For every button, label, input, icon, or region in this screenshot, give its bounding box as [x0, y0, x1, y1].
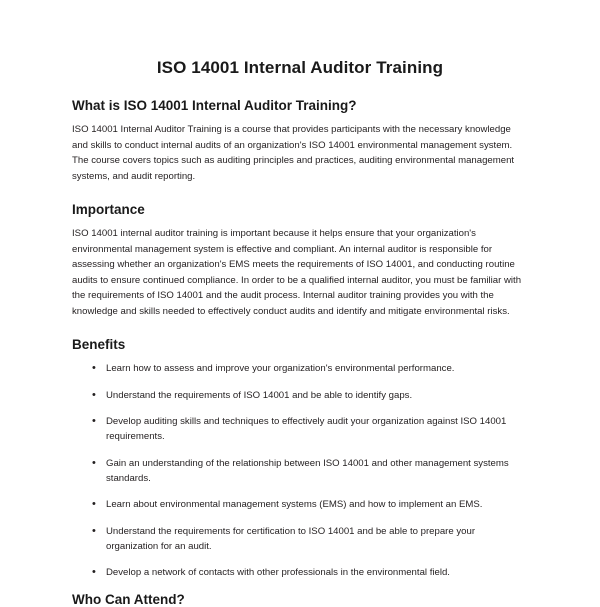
list-item: • Understand the requirements for certification to ISO 14001 and be able to prepare your organization for an audit. [106, 524, 528, 555]
section-heading-what-is: What is ISO 14001 Internal Auditor Training? [72, 98, 357, 113]
section-heading-benefits: Benefits [72, 337, 126, 353]
page-title: ISO 14001 Internal Auditor Training [156, 58, 444, 77]
list-item: • Learn about environmental management systems (EMS) and how to implement an EMS. [106, 497, 528, 512]
list-item: • Develop a network of contacts with other professionals in the environmental field. [106, 565, 528, 580]
list-item: • Learn how to assess and improve your organization's environmental performance. [106, 361, 528, 376]
benefits-list [72, 361, 528, 580]
section-heading-importance: Importance [72, 202, 145, 218]
section-paragraph-importance: ISO 14001 internal auditor training is important because it helps ensure that your organization's environmental management system is effective and compliant. An internal auditor is responsible for assessing whether an organization's EMS meets the requirements of ISO 14001, and conducting routine audits to ensure continued compliance. In order to be a qualified internal auditor, you must be familiar with the requirements of ISO 14001 and the audit process. Internal auditor training provides you with the knowledge and skills needed to effectively conduct audits and identify and mitigate environmental risks. [72, 228, 522, 317]
section-paragraph-what-is: ISO 14001 Internal Auditor Training is a course that provides participants with the necessary knowledge and skills to conduct internal audits of an organization's ISO 14001 environmental management system. The course covers topics such as auditing principles and practices, auditing environmental management systems, and audit reporting. [72, 124, 515, 182]
list-item: • Understand the requirements of ISO 14001 and be able to identify gaps. [106, 388, 528, 403]
section-heading-who-can-attend: Who Can Attend? [72, 591, 185, 607]
list-item: • Develop auditing skills and techniques to effectively audit your organization against ISO 14001 requirements. [106, 414, 528, 445]
list-item: • Gain an understanding of the relationship between ISO 14001 and other management systems standards. [106, 456, 528, 487]
